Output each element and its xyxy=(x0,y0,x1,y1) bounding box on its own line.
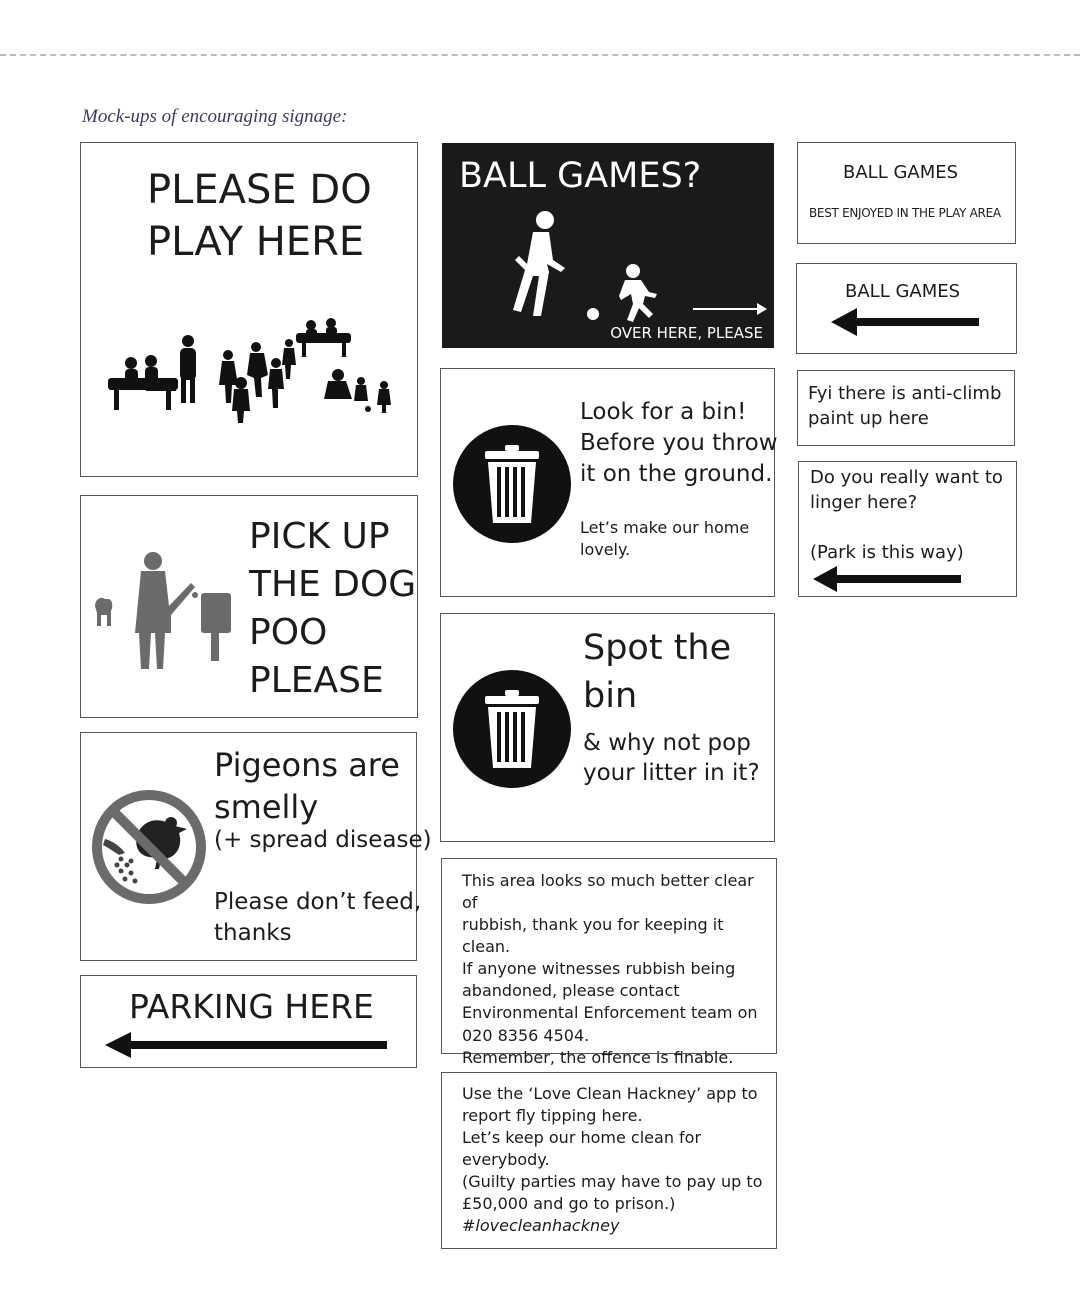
sign-pigeons xyxy=(80,732,432,961)
arrow-right-icon xyxy=(693,302,767,316)
walking-person-icon xyxy=(511,210,567,320)
notice-text xyxy=(462,1083,772,1238)
notice-line: Let’s keep our home clean for xyxy=(462,1128,702,1148)
notice-line: abandoned, please contact xyxy=(462,981,680,1001)
sign-line1: Fyi there is anti-climb xyxy=(808,383,1002,404)
sign-line4: Please don’t feed, xyxy=(214,889,422,915)
sign-anti-climb xyxy=(797,370,1015,446)
sign-line2: smelly xyxy=(214,788,319,826)
sign-line3: (+ spread disease) xyxy=(214,827,432,853)
sign-ball-games-dark xyxy=(442,143,774,348)
notice-line: £50,000 and go to prison.) xyxy=(462,1194,676,1214)
sign-line2: bin xyxy=(583,676,638,716)
sign-notice-rubbish xyxy=(441,858,777,1067)
sign-ball-games-arrow xyxy=(796,263,1017,354)
caption: Mock-ups of encouraging signage: xyxy=(82,106,348,127)
sign-line2: THE DOG xyxy=(249,564,417,605)
sign-title: BALL GAMES? xyxy=(459,156,702,196)
sign-play-here xyxy=(80,142,418,477)
notice-line: If anyone witnesses rubbish being xyxy=(462,959,736,979)
notice-text xyxy=(462,870,772,1091)
sign-title-line2: PLAY HERE xyxy=(147,219,365,265)
notice-line: rubbish, thank you for keeping it clean. xyxy=(462,915,724,957)
sign-line2: Before you throw xyxy=(580,430,778,456)
sign-spot-the-bin xyxy=(440,613,775,842)
sign-subtitle: OVER HERE, PLEASE xyxy=(610,324,763,342)
sign-title-line1: PLEASE DO xyxy=(147,167,372,213)
arrow-left-icon xyxy=(813,566,961,592)
sign-subtitle: BEST ENJOYED IN THE PLAY AREA xyxy=(809,206,1001,220)
trash-bin-icon xyxy=(453,425,571,543)
sign-line2: paint up here xyxy=(808,408,929,429)
sign-line1: Look for a bin! xyxy=(580,399,747,425)
sign-line5: lovely. xyxy=(580,540,631,559)
people-silhouettes-icon xyxy=(106,323,396,428)
notice-line: report fly tipping here. xyxy=(462,1106,643,1126)
sign-line3: & why not pop xyxy=(583,730,751,756)
sign-line4: your litter in it? xyxy=(583,760,760,786)
trash-bin-icon xyxy=(453,670,571,788)
dashed-divider xyxy=(0,54,1080,56)
running-child-icon xyxy=(615,264,659,326)
notice-line: 020 8356 4504. xyxy=(462,1025,590,1045)
sign-look-for-bin xyxy=(440,368,778,597)
notice-line: Remember, the offence is finable. xyxy=(462,1047,734,1067)
sign-line1: Do you really want to xyxy=(810,467,1003,488)
arrow-left-icon xyxy=(831,308,979,336)
sign-line3: it on the ground. xyxy=(580,461,773,487)
sign-line1: Pigeons are xyxy=(214,746,400,784)
notice-hashtag: #lovecleanhackney xyxy=(462,1216,620,1236)
dog-walker-icon xyxy=(91,551,236,676)
sign-line1: PICK UP xyxy=(249,516,390,557)
sign-line1: Spot the xyxy=(583,628,732,668)
sign-title: PARKING HERE xyxy=(129,987,374,1026)
notice-line: everybody. xyxy=(462,1150,550,1170)
sign-notice-app xyxy=(441,1072,777,1249)
no-pigeon-feeding-icon xyxy=(91,789,207,905)
sign-parking xyxy=(80,975,417,1068)
sign-line4: Let’s make our home xyxy=(580,518,750,537)
notice-line: Use the ‘Love Clean Hackney’ app to xyxy=(462,1084,758,1103)
arrow-left-icon xyxy=(105,1032,387,1058)
ball-icon xyxy=(586,307,600,321)
sign-line4: PLEASE xyxy=(249,660,384,701)
sign-title: BALL GAMES xyxy=(845,281,961,302)
sign-line2: linger here? xyxy=(810,492,918,513)
sign-linger xyxy=(798,461,1017,597)
sign-line3: POO xyxy=(249,612,328,653)
sign-line5: thanks xyxy=(214,920,292,946)
notice-line: Environmental Enforcement team on xyxy=(462,1003,758,1023)
notice-line: This area looks so much better clear of xyxy=(462,871,754,913)
sign-dog-poo xyxy=(80,495,418,718)
notice-line: (Guilty parties may have to pay up to xyxy=(462,1172,763,1192)
sign-line3: (Park is this way) xyxy=(810,542,964,563)
sign-ball-games-play-area xyxy=(797,142,1016,244)
sign-title: BALL GAMES xyxy=(843,162,959,183)
